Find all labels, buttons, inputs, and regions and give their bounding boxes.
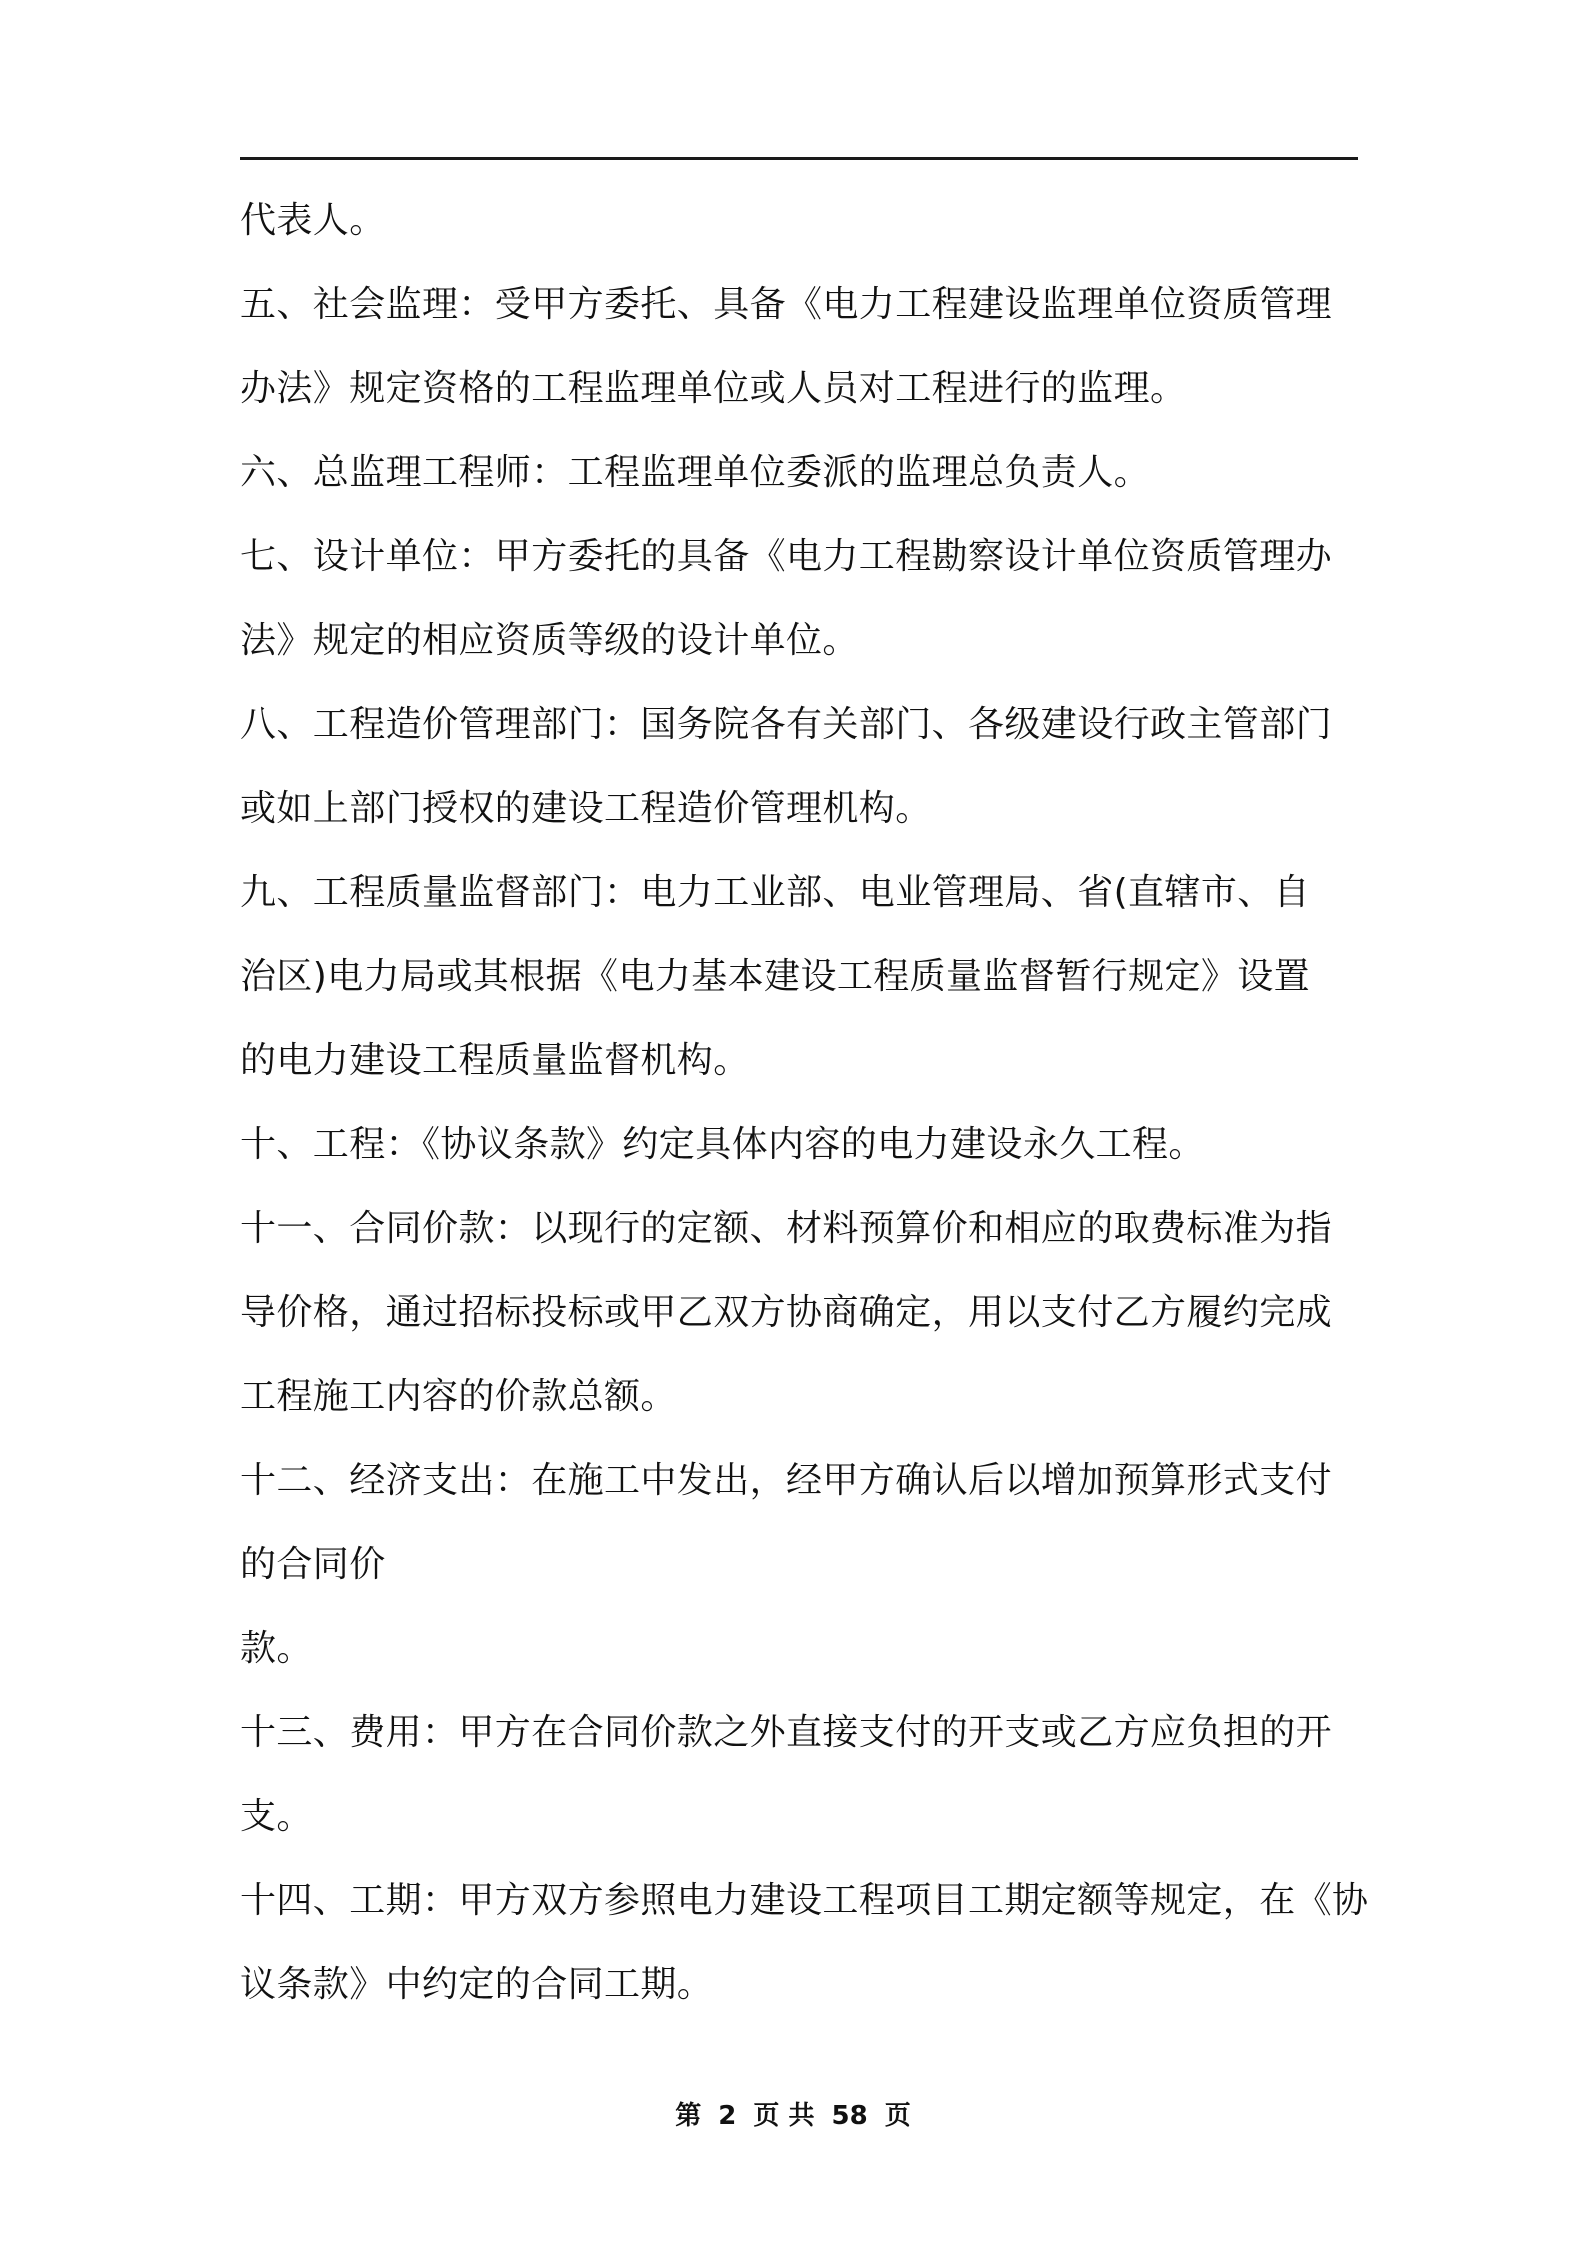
text-line: 六、总监理工程师：工程监理单位委派的监理总负责人。 bbox=[240, 452, 1151, 493]
text-line: 的合同价 bbox=[240, 1544, 386, 1585]
text-line: 十四、工期：甲方双方参照电力建设工程项目工期定额等规定，在《协 bbox=[240, 1880, 1369, 1921]
text-line: 议条款》中约定的合同工期。 bbox=[240, 1964, 714, 2005]
text-line: 治区)电力局或其根据《电力基本建设工程质量监督暂行规定》设置 bbox=[240, 956, 1311, 997]
footer-current-page: 2 bbox=[718, 2101, 737, 2131]
header-rule bbox=[240, 157, 1358, 160]
text-line: 代表人。 bbox=[240, 200, 386, 241]
footer-total-pages: 58 bbox=[831, 2101, 868, 2131]
text-line: 或如上部门授权的建设工程造价管理机构。 bbox=[240, 788, 932, 829]
text-line: 十、工程：《协议条款》约定具体内容的电力建设永久工程。 bbox=[240, 1124, 1205, 1165]
text-line: 十三、费用：甲方在合同价款之外直接支付的开支或乙方应负担的开 bbox=[240, 1712, 1333, 1753]
footer-prefix: 第 bbox=[675, 2101, 702, 2131]
page-footer bbox=[0, 2095, 1586, 2132]
text-line: 办法》规定资格的工程监理单位或人员对工程进行的监理。 bbox=[240, 368, 1187, 409]
text-line: 的电力建设工程质量监督机构。 bbox=[240, 1040, 750, 1081]
text-line: 导价格，通过招标投标或甲乙双方协商确定，用以支付乙方履约完成 bbox=[240, 1292, 1333, 1333]
footer-suffix: 页 bbox=[884, 2101, 911, 2131]
footer-middle: 页 共 bbox=[753, 2101, 815, 2131]
text-line: 九、工程质量监督部门：电力工业部、电业管理局、省(直辖市、自 bbox=[240, 872, 1311, 913]
text-line: 款。 bbox=[240, 1628, 313, 1669]
text-line: 十一、合同价款：以现行的定额、材料预算价和相应的取费标准为指 bbox=[240, 1208, 1333, 1249]
text-line: 工程施工内容的价款总额。 bbox=[240, 1376, 677, 1417]
text-line: 十二、经济支出：在施工中发出，经甲方确认后以增加预算形式支付 bbox=[240, 1460, 1333, 1501]
text-line: 八、工程造价管理部门：国务院各有关部门、各级建设行政主管部门 bbox=[240, 704, 1333, 745]
text-line: 支。 bbox=[240, 1796, 313, 1837]
text-line: 法》规定的相应资质等级的设计单位。 bbox=[240, 620, 859, 661]
text-line: 七、设计单位：甲方委托的具备《电力工程勘察设计单位资质管理办 bbox=[240, 536, 1333, 577]
text-line: 五、社会监理：受甲方委托、具备《电力工程建设监理单位资质管理 bbox=[240, 284, 1333, 325]
